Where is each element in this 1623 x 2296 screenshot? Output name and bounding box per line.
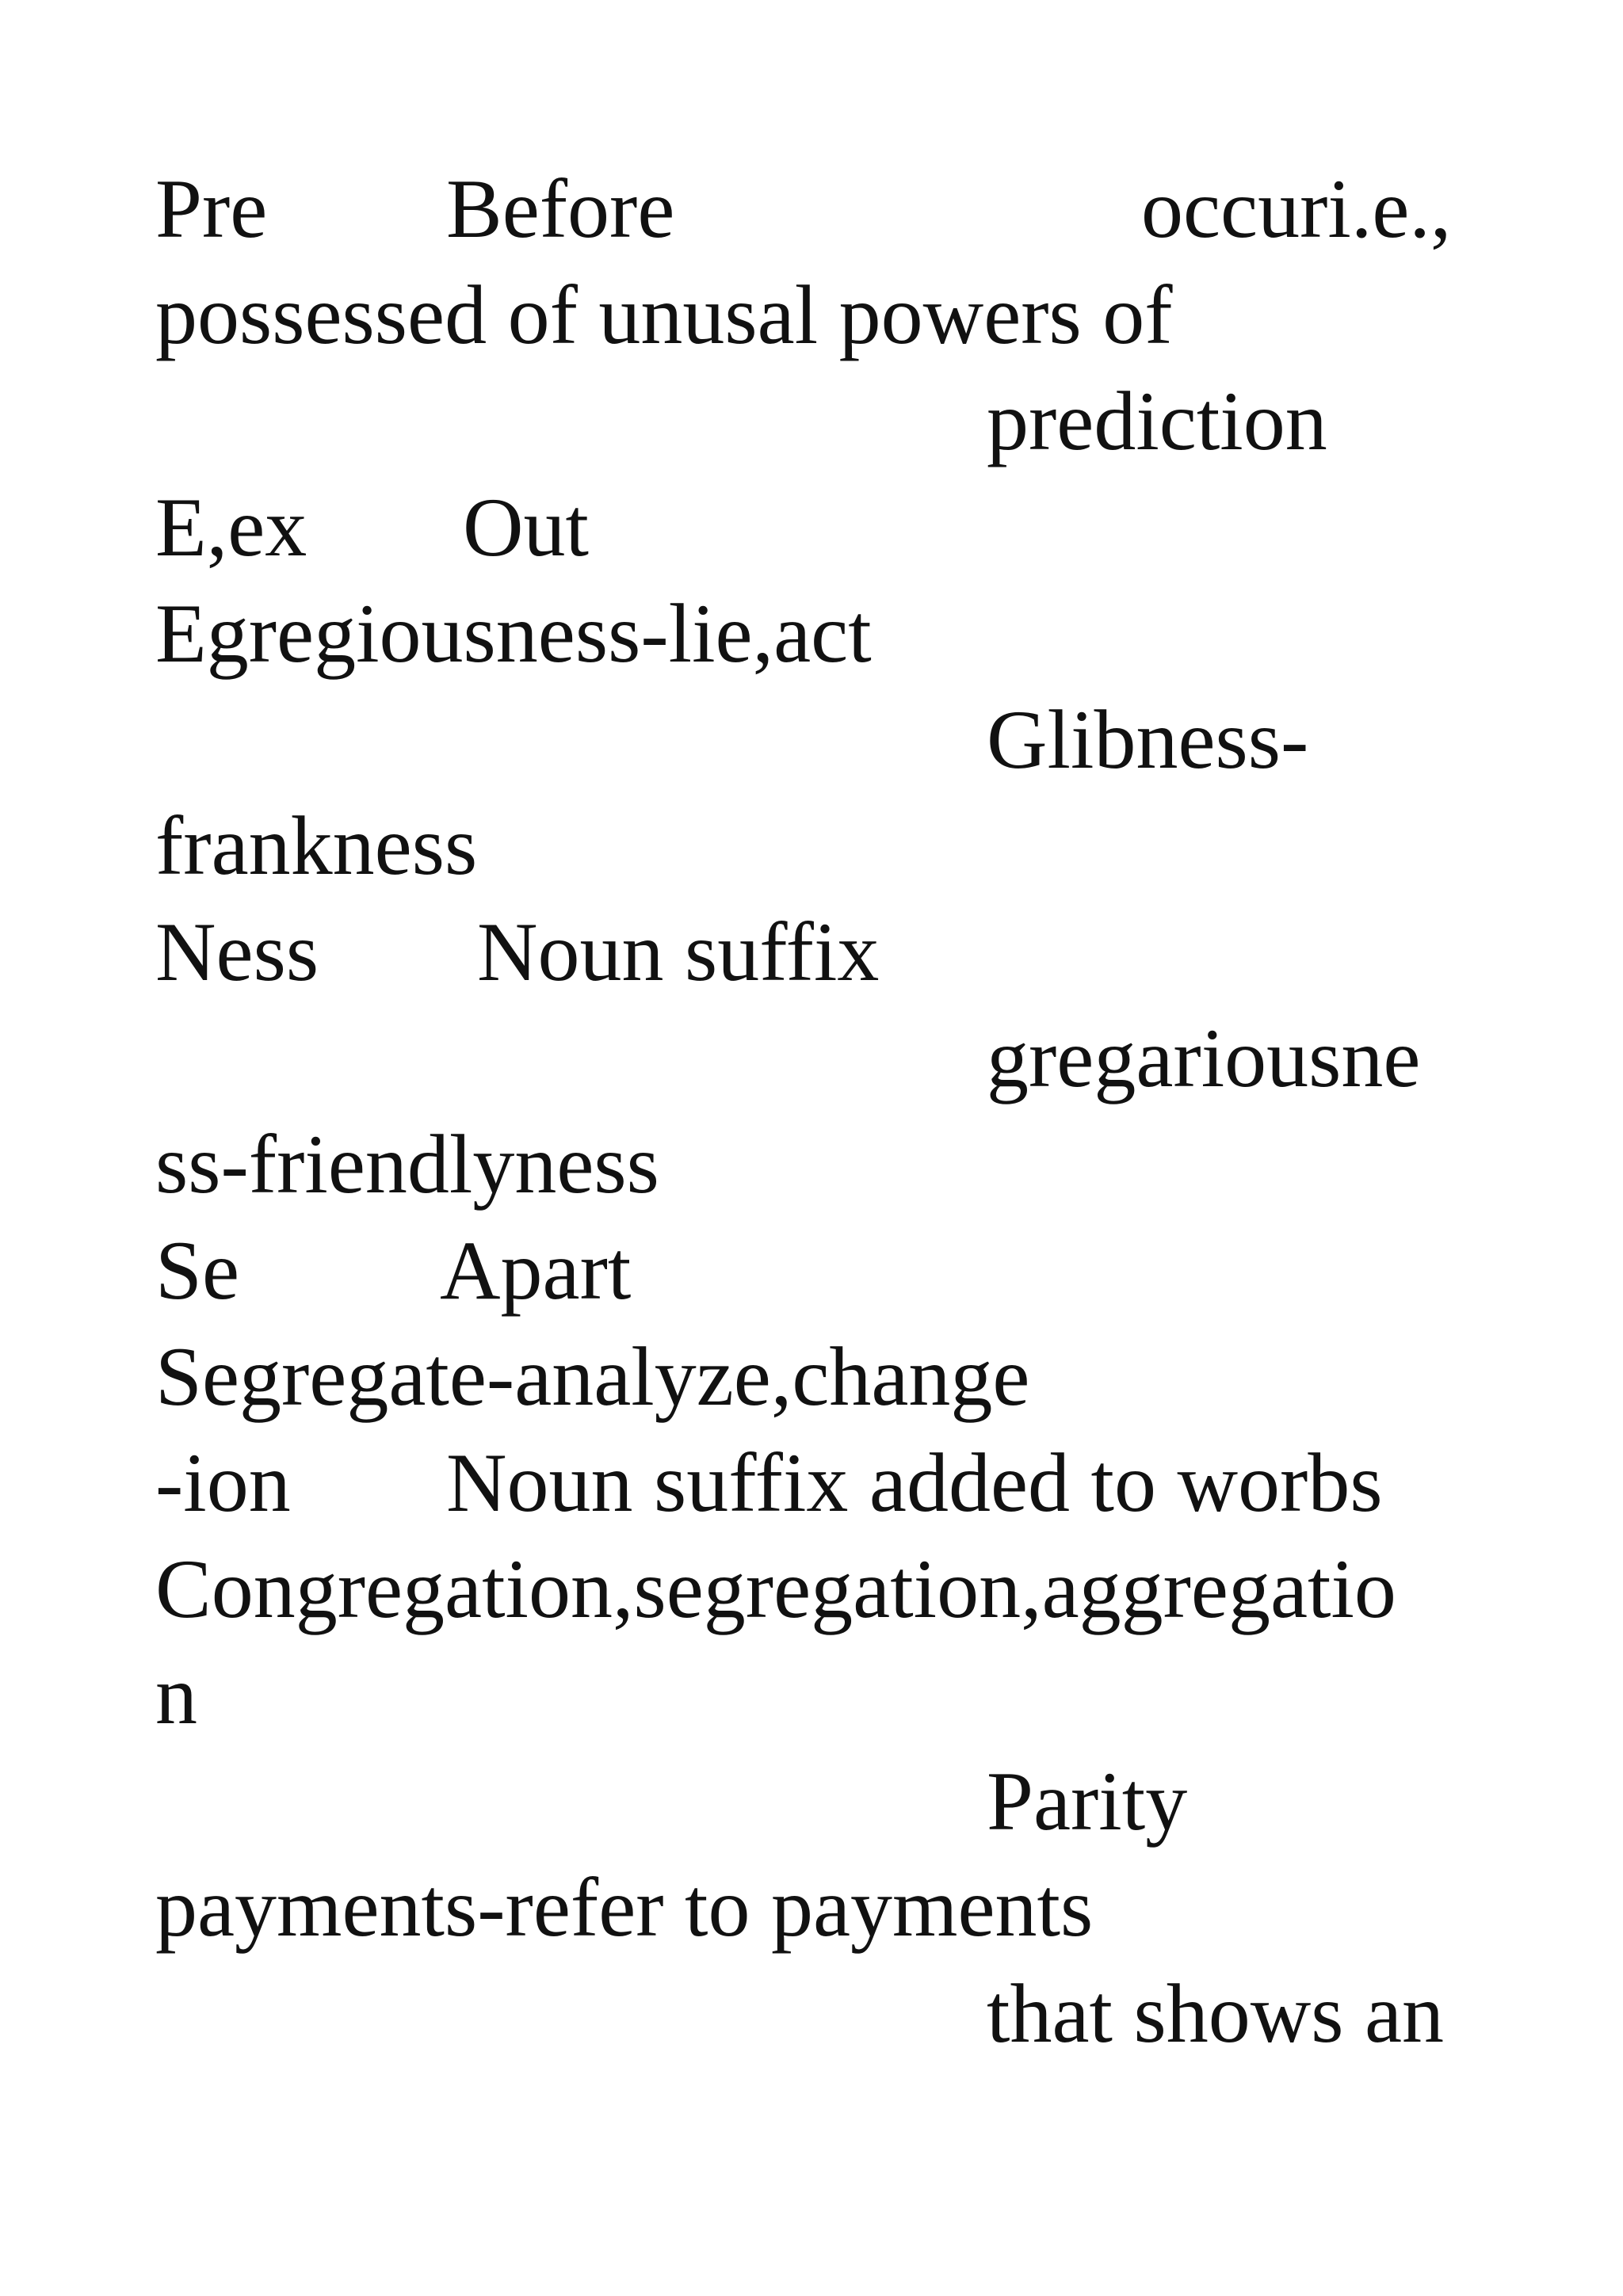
text-line: Segregate-analyze,change [155, 1330, 1030, 1423]
text-line: that shows an [987, 1967, 1445, 2060]
prefix-e-ex: E,ex [155, 481, 307, 574]
prefix-se: Se [155, 1224, 239, 1317]
text-line: n [155, 1649, 197, 1741]
meaning-noun-suffix-verbs: Noun suffix added to worbs [446, 1436, 1383, 1529]
suffix-ness: Ness [155, 906, 319, 998]
meaning-apart: Apart [440, 1224, 632, 1317]
text-line: payments-refer to payments [155, 1861, 1094, 1954]
text-line: Parity [987, 1755, 1188, 1848]
meaning-noun-suffix: Noun suffix [477, 906, 880, 998]
meaning-before: Before [446, 162, 675, 255]
text-line: gregariousne [987, 1012, 1421, 1104]
prefix-pre: Pre [155, 162, 268, 255]
text-line: Egregiousness-lie,act [155, 587, 872, 680]
suffix-ion: -ion [155, 1436, 291, 1529]
text-line: Glibness- [987, 693, 1309, 786]
text-line: prediction [987, 375, 1327, 467]
example-text: occuri.e., [1141, 162, 1452, 255]
text-line: ss-friendlyness [155, 1118, 659, 1211]
text-line: frankness [155, 799, 478, 892]
text-line: Congregation,segregation,aggregatio [155, 1543, 1396, 1635]
text-line: possessed of unusal powers of [155, 269, 1173, 361]
meaning-out: Out [463, 481, 589, 574]
